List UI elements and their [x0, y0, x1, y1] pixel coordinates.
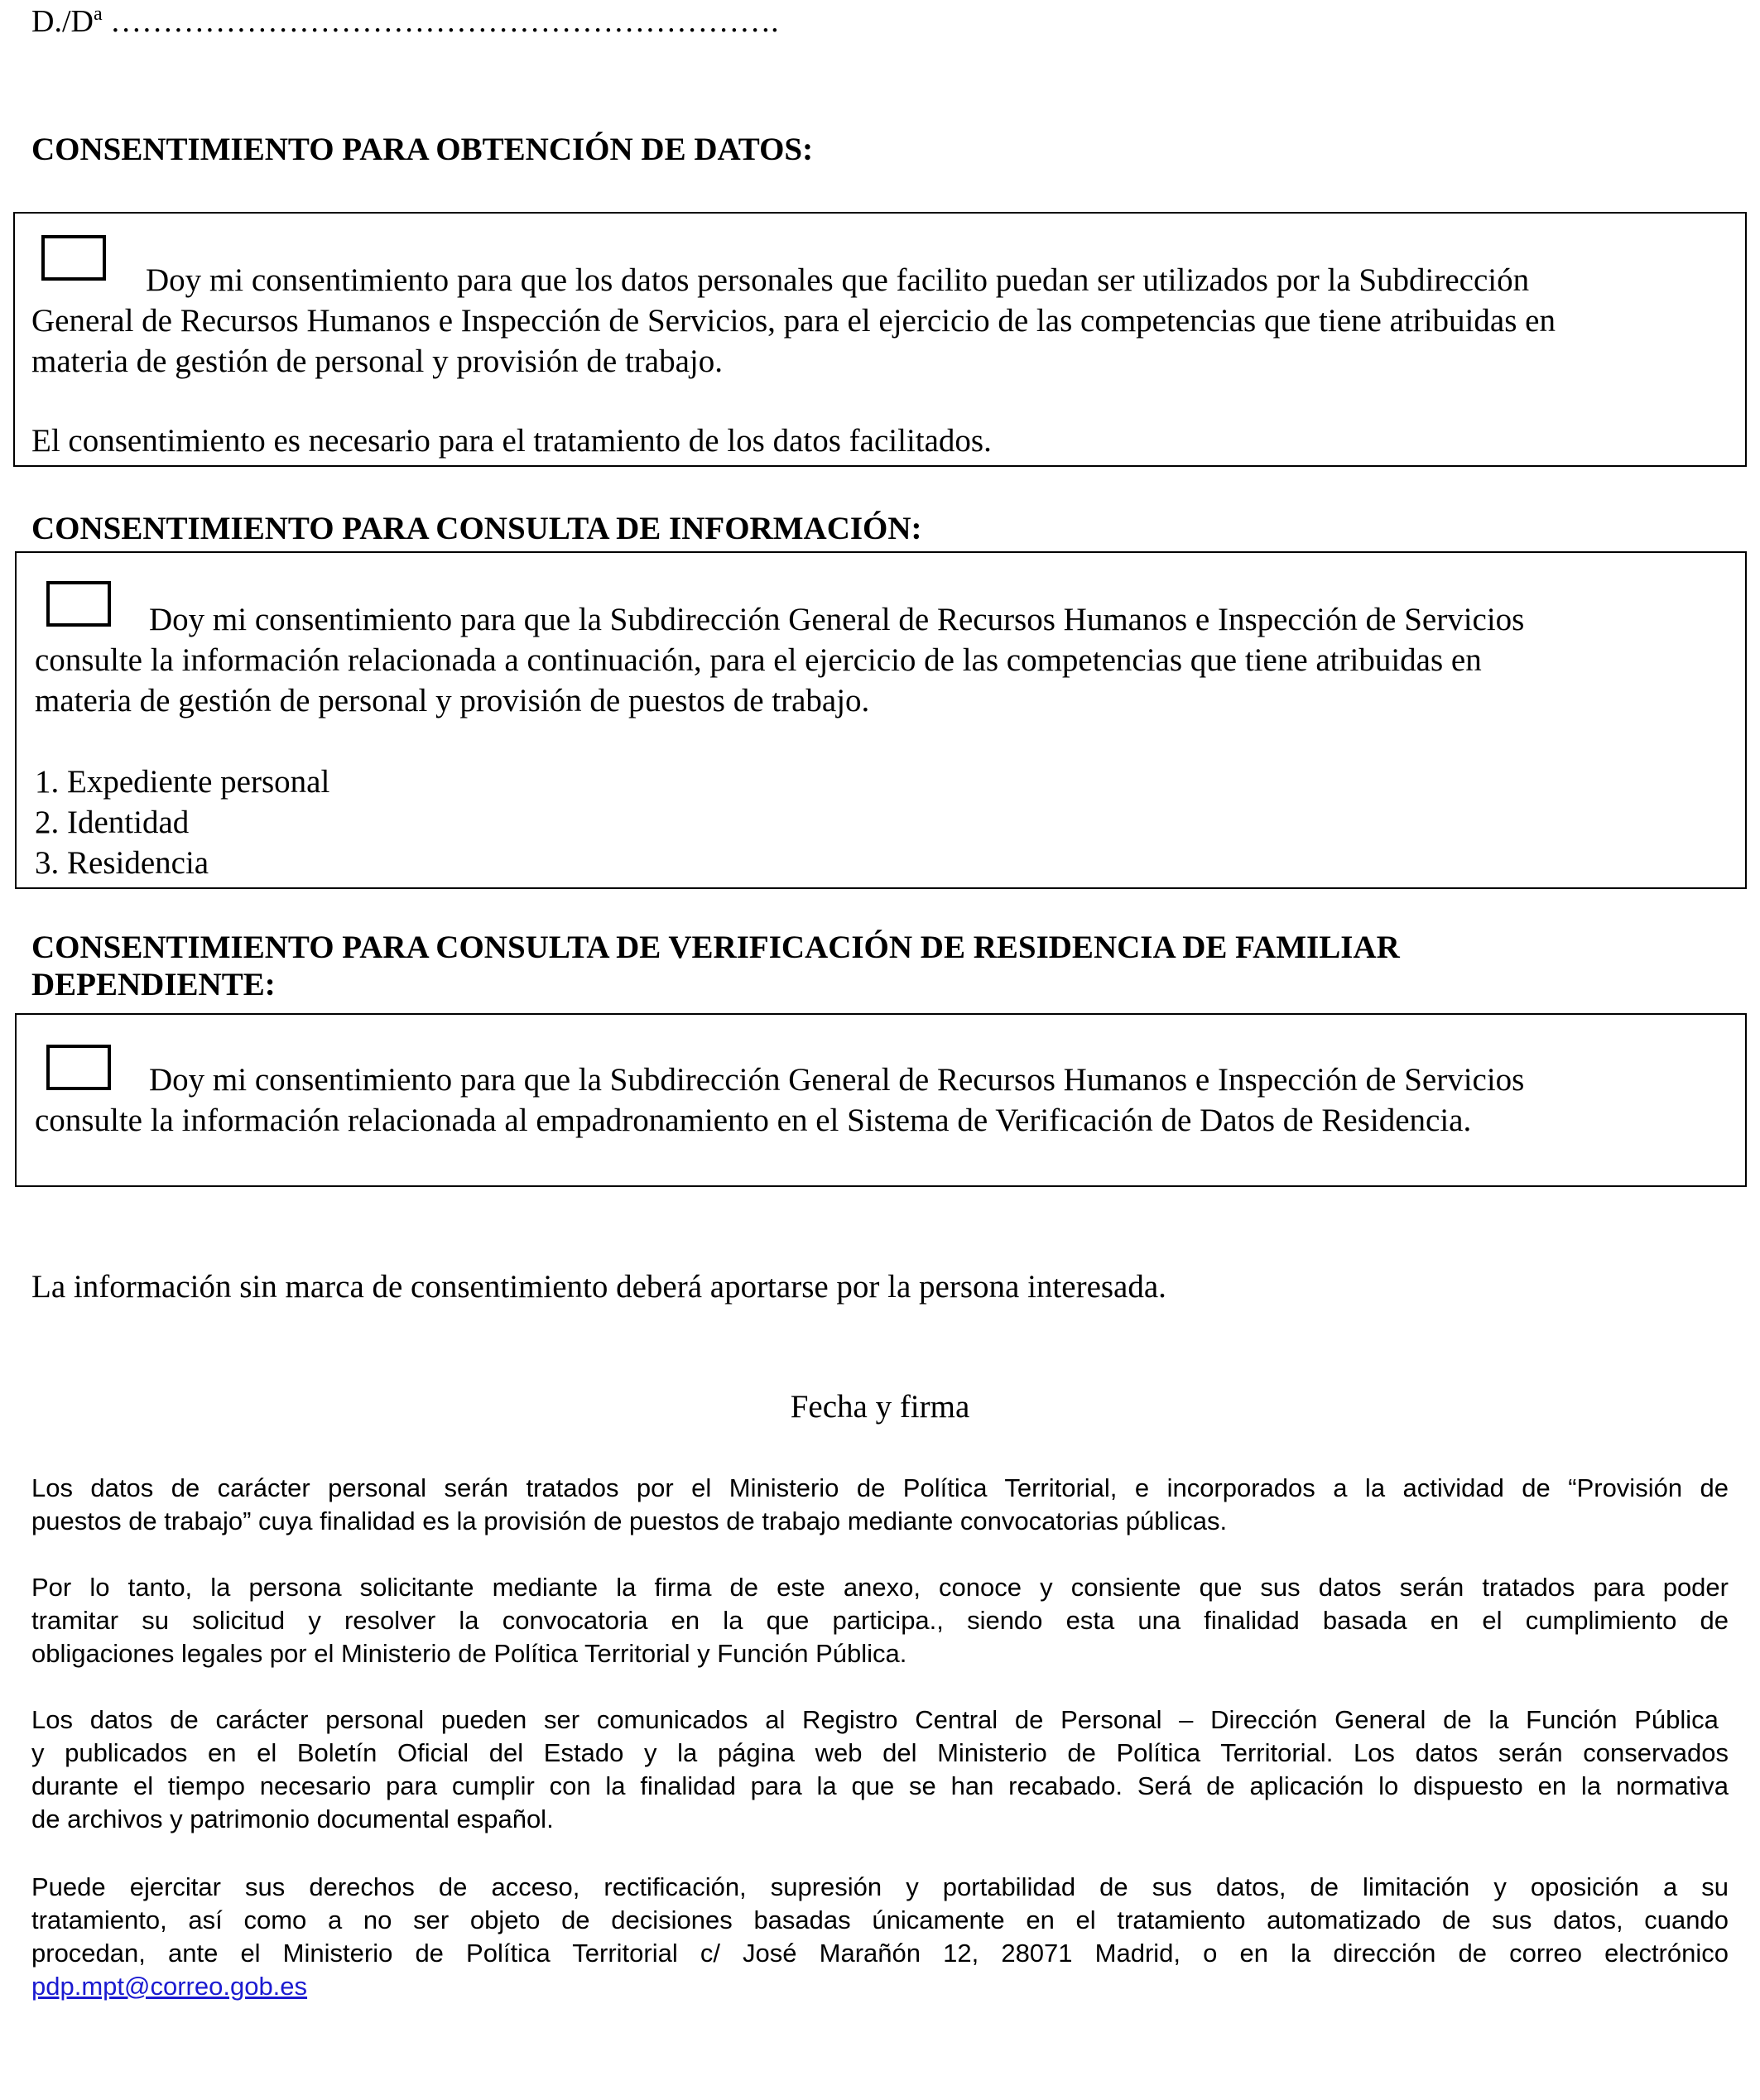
legal-paragraph-3 [31, 1704, 1729, 1836]
list-item: 1. Expediente personal [35, 764, 330, 800]
legal-line: Los datos de carácter personal pueden ser comunicados al Registro Central de Personal – Dirección General de la Función Pública [31, 1705, 1719, 1734]
legal-line: tramitar su solicitud y resolver la convocatoria en la que participa., siendo esta una finalidad basada en el cumplimiento de [31, 1606, 1729, 1635]
section1-line-2: General de Recursos Humanos e Inspección de Servicios, para el ejercicio de las competencias que tiene atribuidas en [31, 303, 1556, 339]
legal-line: Los datos de carácter personal serán tratados por el Ministerio de Política Territorial, e incorporados a la actividad de “Provisión de [31, 1473, 1729, 1502]
section2-line-1: Doy mi consentimiento para que la Subdirección General de Recursos Humanos e Inspección de Servicios [149, 602, 1525, 637]
legal-line: obligaciones legales por el Ministerio de Política Territorial y Función Pública. [31, 1639, 907, 1668]
list-item: 2. Identidad [35, 805, 190, 840]
legal-line: y publicados en el Boletín Oficial del Estado y la página web del Ministerio de Política Territorial. Los datos serán conservados [31, 1738, 1729, 1767]
name-prefix: D./D [31, 4, 94, 39]
section3-heading-line-1: CONSENTIMIENTO PARA CONSULTA DE VERIFICACIÓN DE RESIDENCIA DE FAMILIAR [31, 930, 1400, 965]
legal-line: de archivos y patrimonio documental español. [31, 1804, 554, 1833]
legal-line: procedan, ante el Ministerio de Política Territorial c/ José Marañón 12, 28071 Madrid, o en la dirección de correo electrónico [31, 1939, 1729, 1968]
legal-line: puestos de trabajo” cuya finalidad es la provisión de puestos de trabajo mediante convocatorias públicas. [31, 1507, 1228, 1535]
legal-paragraph-4 [31, 1871, 1729, 2003]
section1-line-1: Doy mi consentimiento para que los datos personales que facilito puedan ser utilizados por la Subdirección [146, 262, 1530, 298]
section3-line-2: consulte la información relacionada al empadronamiento en el Sistema de Verificación de Datos de Residencia. [35, 1103, 1472, 1138]
consent-info-checkbox[interactable] [46, 581, 111, 627]
section1-line-3: materia de gestión de personal y provisión de trabajo. [31, 344, 723, 379]
legal-paragraph-2 [31, 1571, 1729, 1670]
legal-paragraph-1 [31, 1472, 1729, 1538]
name-fill-dots[interactable]: ………………………………………………………. [110, 4, 779, 39]
section3-line-1: Doy mi consentimiento para que la Subdirección General de Recursos Humanos e Inspección de Servicios [149, 1062, 1525, 1098]
legal-line: tratamiento, así como a no ser objeto de decisiones basadas únicamente en el tratamiento automatizado de sus datos, cuando [31, 1905, 1729, 1934]
legal-line: Puede ejercitar sus derechos de acceso, rectificación, supresión y portabilidad de sus datos, de limitación y oposición a su [31, 1872, 1729, 1901]
list-item: 3. Residencia [35, 845, 209, 881]
section3-box [15, 1013, 1747, 1187]
signature-label: Fecha y firma [790, 1389, 970, 1425]
section1-box [13, 212, 1747, 467]
section2-line-3: materia de gestión de personal y provisión de puestos de trabajo. [35, 683, 870, 718]
name-superscript: a [93, 3, 103, 25]
legal-line: durante el tiempo necesario para cumplir con la finalidad para la que se han recabado. Será de aplicación lo dispuesto en la normativa [31, 1771, 1729, 1800]
section3-heading-line-2: DEPENDIENTE: [31, 967, 276, 1002]
legal-line: Por lo tanto, la persona solicitante mediante la firma de este anexo, conoce y consiente que sus datos serán tratados para poder [31, 1573, 1729, 1602]
consent-residence-checkbox[interactable] [46, 1045, 111, 1090]
consent-data-checkbox[interactable] [41, 235, 106, 281]
missing-consent-notice: La información sin marca de consentimiento deberá aportarse por la persona interesada. [31, 1269, 1166, 1305]
contact-email-link[interactable]: pdp.mpt@correo.gob.es [31, 1972, 308, 2001]
section2-line-2: consulte la información relacionada a continuación, para el ejercicio de las competencias que tiene atribuidas en [35, 642, 1482, 678]
section2-heading: CONSENTIMIENTO PARA CONSULTA DE INFORMACIÓN: [31, 511, 922, 546]
section1-note: El consentimiento es necesario para el tratamiento de los datos facilitados. [31, 423, 992, 459]
section2-box [15, 551, 1747, 889]
applicant-name-line [31, 3, 779, 40]
section1-heading: CONSENTIMIENTO PARA OBTENCIÓN DE DATOS: [31, 132, 814, 167]
